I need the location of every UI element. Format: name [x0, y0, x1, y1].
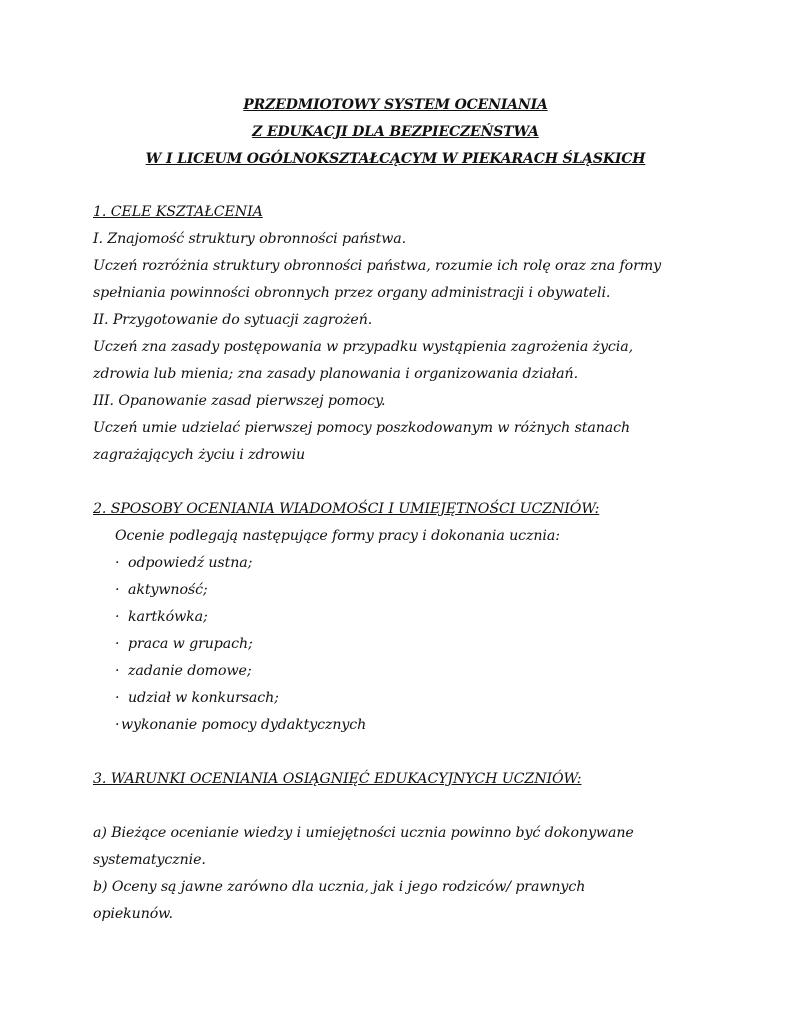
- list-item: [93, 685, 713, 712]
- title-line-3: W I LICEUM OGÓLNOKSZTAŁCĄCYM W PIEKARACH ŚLĄSKICH: [145, 151, 646, 167]
- section-1-line: Uczeń rozróżnia struktury obronności państwa, rozumie ich rolę oraz zna formy: [93, 258, 662, 274]
- bullet-icon: ·: [115, 663, 120, 679]
- section-1-heading: 1. CELE KSZTAŁCENIA: [93, 204, 263, 220]
- list-item-text: kartkówka;: [128, 609, 208, 625]
- list-item-text: praca w grupach;: [128, 636, 253, 652]
- list-item-text: odpowiedź ustna;: [128, 555, 253, 571]
- section-2-intro: Ocenie podlegają następujące formy pracy i dokonania ucznia:: [115, 528, 560, 544]
- document-body: [93, 199, 713, 928]
- section-2-heading: 2. SPOSOBY OCENIANIA WIADOMOŚCI I UMIEJĘTNOŚCI UCZNIÓW:: [93, 501, 600, 517]
- list-item: [93, 631, 713, 658]
- bullet-icon: ·: [115, 690, 120, 706]
- section-1-line: spełniania powinności obronnych przez organy administracji i obywateli.: [93, 285, 611, 301]
- section-1-line: zdrowia lub mienia; zna zasady planowania i organizowania działań.: [93, 366, 578, 382]
- section-1-line: I. Znajomość struktury obronności państwa.: [93, 231, 407, 247]
- bullet-icon: ·: [115, 555, 120, 571]
- bullet-icon: ·: [115, 717, 120, 733]
- bullet-icon: ·: [115, 582, 120, 598]
- list-item-text: aktywność;: [128, 582, 208, 598]
- section-1-line: Uczeń umie udzielać pierwszej pomocy poszkodowanym w różnych stanach: [93, 420, 631, 436]
- list-item: [93, 550, 713, 577]
- title-line-1: PRZEDMIOTOWY SYSTEM OCENIANIA: [243, 97, 548, 113]
- section-3-line: systematycznie.: [93, 852, 206, 868]
- list-item: [93, 604, 713, 631]
- title-line-2: Z EDUKACJI DLA BEZPIECZEŃSTWA: [252, 124, 539, 140]
- spacer: [93, 739, 713, 766]
- document-title: [0, 92, 791, 173]
- list-item-text: wykonanie pomocy dydaktycznych: [121, 717, 367, 733]
- bullet-icon: ·: [115, 636, 120, 652]
- section-3-line: b) Oceny są jawne zarówno dla ucznia, jak i jego rodziców/ prawnych: [93, 879, 586, 895]
- list-item: [93, 712, 713, 739]
- list-item-text: udział w konkursach;: [128, 690, 279, 706]
- list-item: [93, 658, 713, 685]
- section-1-line: zagrażających życiu i zdrowiu: [93, 447, 306, 463]
- section-1-line: II. Przygotowanie do sytuacji zagrożeń.: [93, 312, 373, 328]
- spacer: [93, 793, 713, 820]
- spacer: [93, 469, 713, 496]
- section-3-line: a) Bieżące ocenianie wiedzy i umiejętności ucznia powinno być dokonywane: [93, 825, 634, 841]
- list-item-text: zadanie domowe;: [128, 663, 252, 679]
- section-1-line: Uczeń zna zasady postępowania w przypadku wystąpienia zagrożenia życia,: [93, 339, 633, 355]
- bullet-icon: ·: [115, 609, 120, 625]
- section-1-line: III. Opanowanie zasad pierwszej pomocy.: [93, 393, 386, 409]
- list-item: [93, 577, 713, 604]
- section-3-heading: 3. WARUNKI OCENIANIA OSIĄGNIĘĆ EDUKACYJNYCH UCZNIÓW:: [93, 771, 582, 787]
- section-3-line: opiekunów.: [93, 906, 173, 922]
